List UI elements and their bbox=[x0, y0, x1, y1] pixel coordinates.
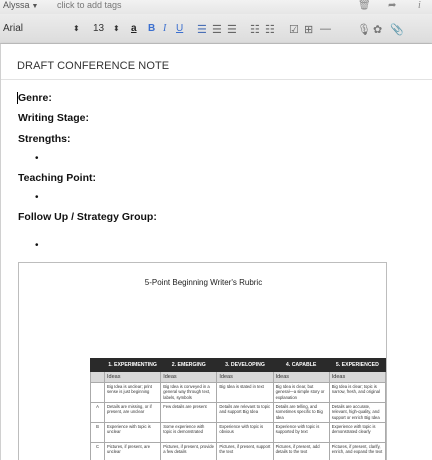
table-cell: Experience with topic is demonstrated clearly bbox=[329, 423, 385, 443]
bulleted-list-icon[interactable]: ☷ bbox=[250, 24, 260, 36]
table-cell: Pictures, if present, clarify, enrich, and expand the text bbox=[329, 443, 385, 460]
user-name: Alyssa bbox=[3, 0, 30, 10]
rubric-header: 2. EMERGING bbox=[161, 359, 217, 372]
share-icon[interactable]: ➦ bbox=[388, 0, 397, 11]
table-cell: Big Idea is clear, but general—a simple story or explanation bbox=[273, 383, 329, 403]
chevron-down-icon: ▼ bbox=[31, 3, 39, 10]
title-divider bbox=[1, 79, 432, 80]
rubric-subheader-blank bbox=[91, 372, 105, 383]
align-left-icon[interactable]: ☰ bbox=[197, 24, 207, 36]
table-cell: Experience with topic is supported by text bbox=[273, 423, 329, 443]
rubric-subheader: Ideas bbox=[105, 372, 161, 383]
rubric-subheader: Ideas bbox=[273, 372, 329, 383]
table-cell: Big Idea is stated in text bbox=[217, 383, 273, 403]
formatting-toolbar bbox=[0, 14, 432, 44]
table-row bbox=[91, 403, 386, 423]
row-label: A bbox=[91, 403, 105, 423]
rubric-header: 4. CAPABLE bbox=[273, 359, 329, 372]
user-menu[interactable] bbox=[3, 0, 38, 10]
table-cell: Details are missing, or if present, are unclear bbox=[105, 403, 161, 423]
align-center-icon[interactable]: ☰ bbox=[212, 24, 222, 36]
table-cell: Experience with topic is obvious bbox=[217, 423, 273, 443]
table-cell: Some experience with topic is demonstrated bbox=[161, 423, 217, 443]
table-cell: Pictures, if present, support the text bbox=[217, 443, 273, 460]
rubric-corner bbox=[91, 359, 105, 372]
underline-button[interactable]: U bbox=[176, 23, 184, 34]
table-cell: Big Idea is clear; topic is narrow, fresh, and original bbox=[329, 383, 385, 403]
checkbox-icon[interactable]: ☑ bbox=[289, 24, 299, 36]
table-cell: Few details are present bbox=[161, 403, 217, 423]
table-cell: Details are telling, and sometimes specific to Big Idea bbox=[273, 403, 329, 423]
table-cell: Details are accurate, relevant, high-quality, and support or enrich Big Idea bbox=[329, 403, 385, 423]
trash-icon[interactable]: 🗑 bbox=[358, 0, 371, 11]
tag-bar bbox=[0, 0, 432, 14]
writing-stage-label: Writing Stage: bbox=[18, 112, 89, 124]
horizontal-rule-icon[interactable]: — bbox=[320, 23, 331, 35]
list-item-bullet: • bbox=[35, 192, 39, 203]
rubric-header: 1. EXPERIMENTING bbox=[105, 359, 161, 372]
follow-up-label: Follow Up / Strategy Group: bbox=[18, 211, 157, 223]
table-row bbox=[91, 443, 386, 460]
rubric-header: 3. DEVELOPING bbox=[217, 359, 273, 372]
genre-label: Genre: bbox=[18, 92, 52, 104]
font-size-select[interactable]: 13 bbox=[93, 23, 105, 34]
font-family-select[interactable]: Arial bbox=[3, 23, 24, 34]
row-label: C bbox=[91, 443, 105, 460]
list-item-bullet: • bbox=[35, 240, 39, 251]
table-icon[interactable]: ⊞ bbox=[304, 24, 314, 36]
rubric-header: 5. EXPERIENCED bbox=[329, 359, 385, 372]
numbered-list-icon[interactable]: ☷ bbox=[265, 24, 275, 36]
table-cell: Pictures, if present, are unclear bbox=[105, 443, 161, 460]
table-cell: Details are relevant to topic and support Big Idea bbox=[217, 403, 273, 423]
microphone-icon[interactable]: 🎙 bbox=[357, 24, 371, 36]
note-editor[interactable] bbox=[0, 44, 432, 460]
note-title[interactable]: DRAFT CONFERENCE NOTE bbox=[17, 60, 170, 72]
row-label bbox=[91, 383, 105, 403]
rubric-subheader: Ideas bbox=[329, 372, 385, 383]
rubric-subheader: Ideas bbox=[217, 372, 273, 383]
table-cell: Pictures, if present, add details to the text bbox=[273, 443, 329, 460]
info-icon[interactable]: i bbox=[418, 0, 421, 11]
teaching-point-label: Teaching Point: bbox=[18, 172, 96, 184]
rubric-title: 5-Point Beginning Writer's Rubric bbox=[144, 278, 263, 287]
italic-button[interactable]: I bbox=[163, 23, 167, 34]
size-select-arrow-icon[interactable]: ⬍ bbox=[113, 24, 120, 33]
rubric-table bbox=[90, 358, 386, 460]
table-cell: Experience with topic is unclear bbox=[105, 423, 161, 443]
strengths-label: Strengths: bbox=[18, 133, 71, 145]
row-label: B bbox=[91, 423, 105, 443]
list-item-bullet: • bbox=[35, 153, 39, 164]
attachment-icon[interactable]: 📎 bbox=[390, 24, 404, 36]
text-color-button[interactable]: a bbox=[131, 23, 137, 34]
bold-button[interactable]: B bbox=[148, 23, 156, 34]
table-row bbox=[91, 383, 386, 403]
rubric-subheader: Ideas bbox=[161, 372, 217, 383]
table-cell: Big Idea is conveyed in a general way through text, labels, symbols bbox=[161, 383, 217, 403]
settings-icon[interactable]: ✿ bbox=[373, 24, 383, 36]
table-cell: Big Idea is unclear; print sense is just beginning bbox=[105, 383, 161, 403]
table-row bbox=[91, 423, 386, 443]
table-cell: Pictures, if present, provide a few details bbox=[161, 443, 217, 460]
font-select-arrow-icon[interactable]: ⬍ bbox=[73, 24, 80, 33]
tags-input[interactable]: click to add tags bbox=[57, 0, 122, 10]
rubric-attachment[interactable] bbox=[18, 262, 387, 460]
align-right-icon[interactable]: ☰ bbox=[227, 24, 237, 36]
